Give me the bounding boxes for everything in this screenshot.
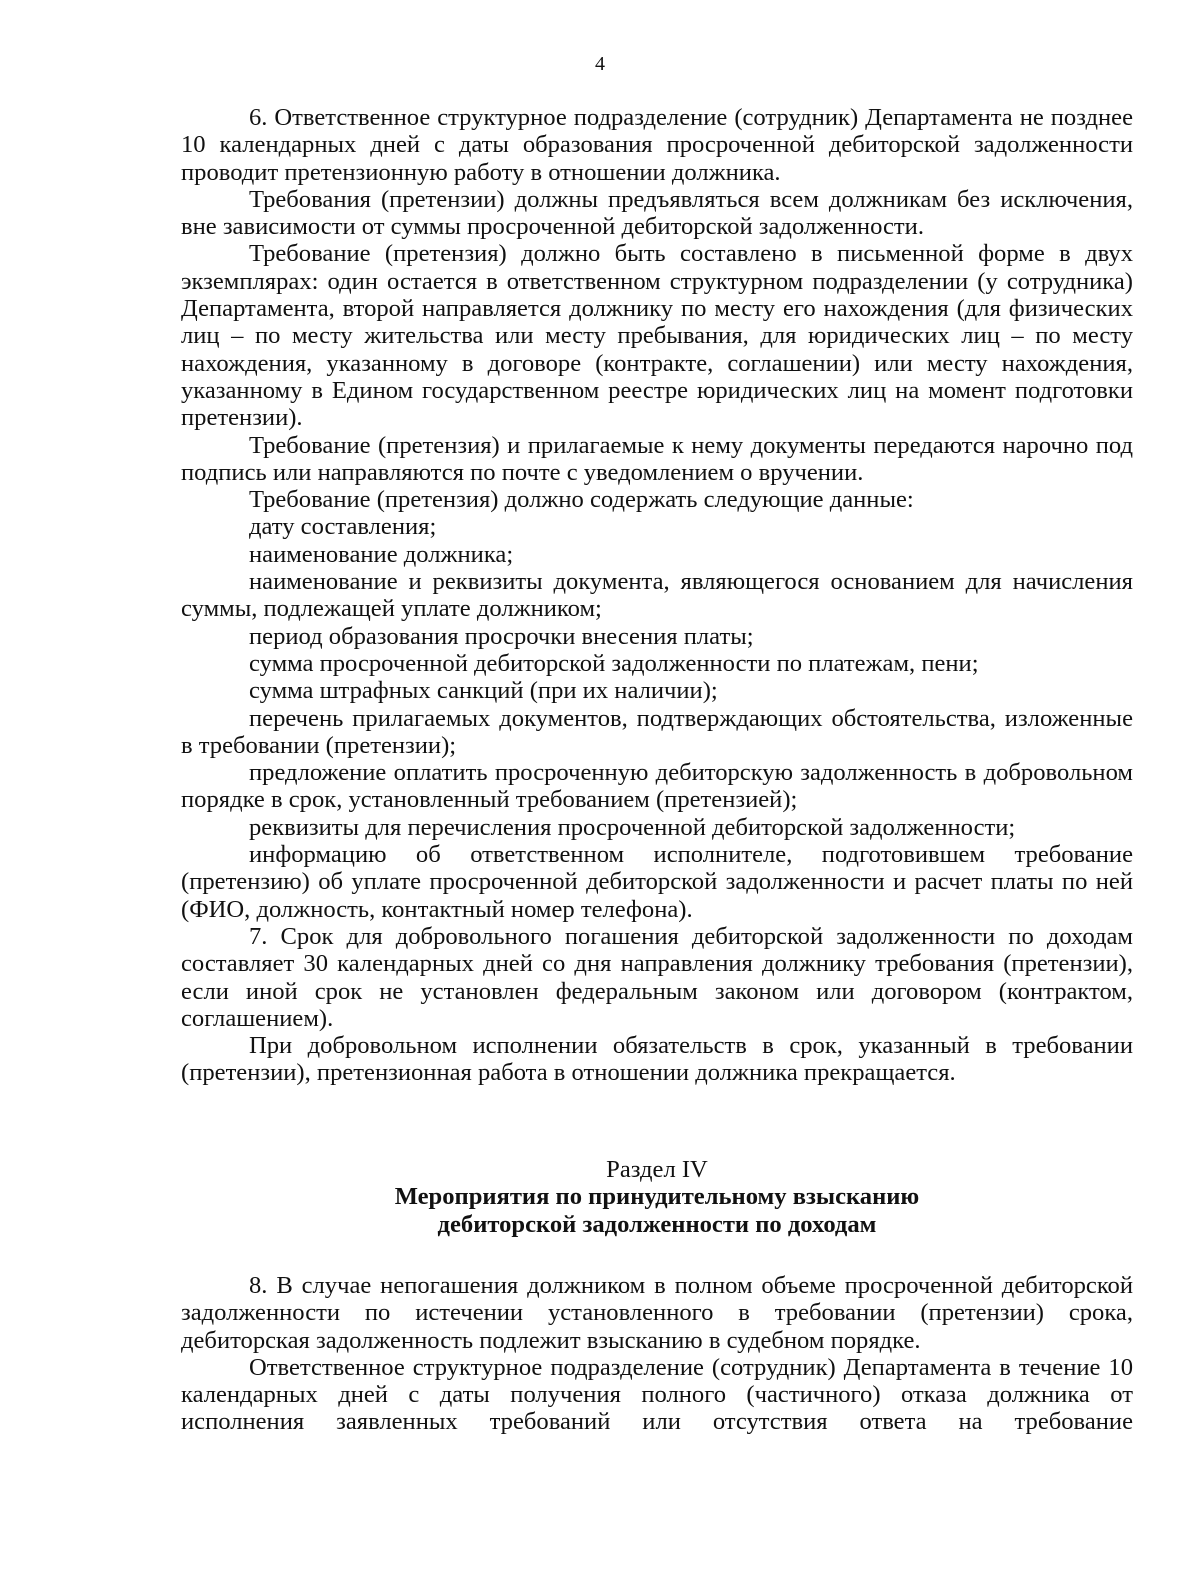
paragraph: Требование (претензия) должно быть составлено в письменной форме в двух экземплярах: один остается в ответственном структурном подразделении (у сотрудника) Департамента, второй направляется должнику по месту его нахождения (для физических лиц – по месту жительства или месту пребывания, для юридических лиц – по месту нахождения, указанному в договоре (контракте, соглашении) или месту нахождения, указанному в Едином государственном реестре юридических лиц на момент подготовки претензии). [181, 240, 1133, 432]
section-number: Раздел IV [606, 1156, 708, 1183]
list-item: сумма штрафных санкций (при их наличии); [249, 677, 718, 705]
section-title-line-2: дебиторской задолженности по доходам [437, 1210, 877, 1238]
list-item: информацию об ответственном исполнителе, подготовившем требование (претензию) об уплате просроченной дебиторской задолженности и расчет платы по ней (ФИО, должность, контактный номер телефона). [181, 841, 1133, 923]
page-number: 4 [595, 53, 605, 75]
paragraph: 8. В случае непогашения должником в полном объеме просроченной дебиторской задолженности по истечении установленного в требовании (претензии) срока, дебиторская задолженность подлежит взысканию в судебном порядке. [181, 1272, 1133, 1354]
paragraph: Ответственное структурное подразделение (сотрудник) Департамента в течение 10 календарных дней с даты получения полного (частичного) отказа должника от исполнения заявленных требований или отсутствия ответа на требование [181, 1353, 1133, 1436]
paragraph: 7. Срок для добровольного погашения дебиторской задолженности по доходам составляет 30 календарных дней со дня направления должнику требования (претензии), если иной срок не установлен федеральным законом или договором (контрактом, соглашением). [181, 922, 1133, 1032]
body-text-before-section [181, 104, 1133, 1087]
paragraph: При добровольном исполнении обязательств в срок, указанный в требовании (претензии), претензионная работа в отношении должника прекращается. [181, 1032, 1133, 1087]
paragraph: Требование (претензия) и прилагаемые к нему документы передаются нарочно под подпись или направляются по почте с уведомлением о вручении. [181, 431, 1133, 486]
list-item: предложение оплатить просроченную дебиторскую задолженность в добровольном порядке в срок, установленный требованием (претензией); [181, 759, 1133, 814]
paragraph: 6. Ответственное структурное подразделение (сотрудник) Департамента не позднее 10 календарных дней с даты образования просроченной дебиторской задолженности проводит претензионную работу в отношении должника. [181, 104, 1133, 186]
list-item: дату составления; [249, 513, 437, 541]
section-title-line-1: Мероприятия по принудительному взысканию [394, 1183, 920, 1211]
list-item: наименование должника; [249, 540, 514, 568]
section-heading [181, 1156, 1133, 1238]
list-item: реквизиты для перечисления просроченной дебиторской задолженности; [249, 813, 1016, 841]
list-item: период образования просрочки внесения платы; [249, 622, 754, 650]
paragraph: Требования (претензии) должны предъявляться всем должникам без исключения, вне зависимости от суммы просроченной дебиторской задолженности. [181, 185, 1133, 241]
body-text-after-section [181, 1272, 1133, 1436]
list-item: сумма просроченной дебиторской задолженности по платежам, пени; [249, 649, 979, 677]
list-item: наименование и реквизиты документа, являющегося основанием для начисления суммы, подлежащей уплате должником; [181, 568, 1133, 623]
paragraph: Требование (претензия) должно содержать следующие данные: [249, 486, 914, 514]
list-item: перечень прилагаемых документов, подтверждающих обстоятельства, изложенные в требовании (претензии); [181, 704, 1133, 759]
